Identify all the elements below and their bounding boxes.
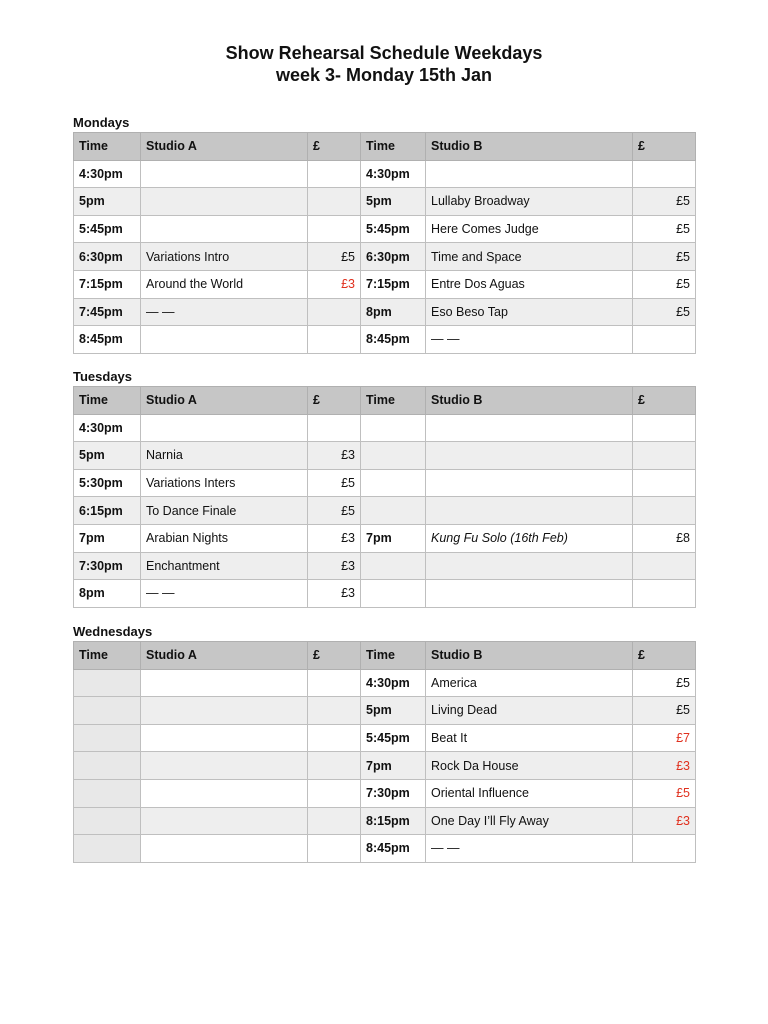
studio-a-time: 4:30pm [74, 414, 141, 442]
studio-b-class: America [426, 669, 633, 697]
studio-b-price: £3 [633, 752, 696, 780]
header-time-a: Time [74, 642, 141, 670]
studio-a-time: 5:45pm [74, 215, 141, 243]
studio-a-time: 5pm [74, 442, 141, 470]
studio-b-time [361, 497, 426, 525]
studio-b-price [633, 552, 696, 580]
table-row [74, 524, 696, 552]
studio-a-class: Variations Inters [141, 469, 308, 497]
table-row [74, 580, 696, 608]
studio-b-price [633, 835, 696, 863]
studio-b-class: Oriental Influence [426, 779, 633, 807]
studio-b-price [633, 160, 696, 188]
studio-b-class [426, 580, 633, 608]
header-price-b: £ [633, 642, 696, 670]
schedule-table-mondays [73, 132, 696, 354]
studio-a-class [141, 414, 308, 442]
studio-b-time: 4:30pm [361, 669, 426, 697]
table-row [74, 442, 696, 470]
table-row [74, 835, 696, 863]
studio-b-class [426, 160, 633, 188]
table-row [74, 697, 696, 725]
studio-a-time: 7:15pm [74, 270, 141, 298]
table-row [74, 752, 696, 780]
studio-b-class: — — [426, 326, 633, 354]
studio-a-price [308, 326, 361, 354]
studio-b-time: 7:30pm [361, 779, 426, 807]
studio-b-price [633, 442, 696, 470]
studio-a-time: 6:15pm [74, 497, 141, 525]
header-time-a: Time [74, 387, 141, 415]
studio-a-price [308, 779, 361, 807]
studio-b-time: 5:45pm [361, 724, 426, 752]
studio-a-time [74, 669, 141, 697]
studio-a-price: £3 [308, 552, 361, 580]
page-title [0, 42, 768, 86]
studio-a-price: £3 [308, 270, 361, 298]
table-header-row [74, 387, 696, 415]
studio-b-class: Here Comes Judge [426, 215, 633, 243]
studio-a-time: 5:30pm [74, 469, 141, 497]
studio-a-price [308, 807, 361, 835]
header-studio-b: Studio B [426, 133, 633, 161]
header-time-b: Time [361, 387, 426, 415]
studio-a-class: Around the World [141, 270, 308, 298]
studio-b-class: Lullaby Broadway [426, 188, 633, 216]
studio-b-class: Kung Fu Solo (16th Feb) [426, 524, 633, 552]
table-header-row [74, 642, 696, 670]
studio-b-time: 4:30pm [361, 160, 426, 188]
studio-a-class [141, 160, 308, 188]
studio-a-price [308, 414, 361, 442]
studio-a-price [308, 752, 361, 780]
studio-b-class: — — [426, 835, 633, 863]
header-price-b: £ [633, 133, 696, 161]
studio-a-time [74, 724, 141, 752]
studio-a-time: 7:30pm [74, 552, 141, 580]
studio-a-class: Variations Intro [141, 243, 308, 271]
studio-b-class: Living Dead [426, 697, 633, 725]
table-row [74, 270, 696, 298]
studio-b-time: 8:45pm [361, 326, 426, 354]
studio-a-class [141, 215, 308, 243]
title-line-2: week 3- Monday 15th Jan [275, 65, 493, 85]
studio-a-class: Enchantment [141, 552, 308, 580]
header-time-b: Time [361, 133, 426, 161]
studio-a-class [141, 669, 308, 697]
studio-b-class [426, 469, 633, 497]
studio-b-class: Rock Da House [426, 752, 633, 780]
studio-a-class [141, 752, 308, 780]
section-label-mondays: Mondays [73, 115, 130, 130]
studio-b-price [633, 580, 696, 608]
table-row [74, 160, 696, 188]
table-row [74, 469, 696, 497]
studio-b-time [361, 414, 426, 442]
studio-b-time: 8pm [361, 298, 426, 326]
header-studio-b: Studio B [426, 642, 633, 670]
table-row [74, 497, 696, 525]
studio-a-time [74, 779, 141, 807]
studio-a-class: Arabian Nights [141, 524, 308, 552]
studio-b-time: 7:15pm [361, 270, 426, 298]
table-row [74, 414, 696, 442]
studio-b-price [633, 414, 696, 442]
table-row [74, 188, 696, 216]
section-label-tuesdays: Tuesdays [73, 369, 133, 384]
studio-a-price [308, 188, 361, 216]
studio-b-price: £5 [633, 779, 696, 807]
studio-a-time: 5pm [74, 188, 141, 216]
studio-b-time: 5pm [361, 188, 426, 216]
studio-a-price [308, 669, 361, 697]
studio-b-price [633, 326, 696, 354]
header-studio-a: Studio A [141, 642, 308, 670]
studio-b-time: 5:45pm [361, 215, 426, 243]
studio-b-class: Time and Space [426, 243, 633, 271]
studio-b-time [361, 442, 426, 470]
studio-a-time: 7pm [74, 524, 141, 552]
studio-a-price: £3 [308, 580, 361, 608]
studio-a-class: — — [141, 298, 308, 326]
studio-a-time [74, 697, 141, 725]
studio-a-time: 8:45pm [74, 326, 141, 354]
studio-a-price [308, 724, 361, 752]
header-price-a: £ [308, 642, 361, 670]
header-price-b: £ [633, 387, 696, 415]
studio-a-class [141, 697, 308, 725]
studio-b-price: £8 [633, 524, 696, 552]
studio-b-price: £5 [633, 188, 696, 216]
studio-b-class: Entre Dos Aguas [426, 270, 633, 298]
header-studio-a: Studio A [141, 133, 308, 161]
schedule-table-tuesdays [73, 386, 696, 608]
studio-a-time [74, 835, 141, 863]
header-studio-a: Studio A [141, 387, 308, 415]
studio-b-price [633, 497, 696, 525]
studio-a-class: To Dance Finale [141, 497, 308, 525]
studio-a-price [308, 835, 361, 863]
studio-b-class: Eso Beso Tap [426, 298, 633, 326]
table-row [74, 552, 696, 580]
studio-a-class [141, 835, 308, 863]
studio-b-time: 7pm [361, 524, 426, 552]
section-label-wednesdays: Wednesdays [73, 624, 153, 639]
studio-b-time: 6:30pm [361, 243, 426, 271]
studio-a-time: 4:30pm [74, 160, 141, 188]
studio-a-class: — — [141, 580, 308, 608]
table-row [74, 326, 696, 354]
studio-b-price: £5 [633, 669, 696, 697]
studio-a-price [308, 697, 361, 725]
studio-a-time: 6:30pm [74, 243, 141, 271]
studio-b-price: £5 [633, 298, 696, 326]
studio-b-price: £5 [633, 243, 696, 271]
studio-a-class [141, 188, 308, 216]
studio-b-price: £5 [633, 215, 696, 243]
studio-a-time [74, 752, 141, 780]
table-row [74, 724, 696, 752]
studio-b-time: 7pm [361, 752, 426, 780]
table-row [74, 215, 696, 243]
studio-b-time: 8:45pm [361, 835, 426, 863]
table-row [74, 298, 696, 326]
studio-a-class [141, 724, 308, 752]
studio-b-class [426, 442, 633, 470]
studio-a-price: £5 [308, 243, 361, 271]
header-price-a: £ [308, 133, 361, 161]
studio-a-price: £3 [308, 442, 361, 470]
studio-a-class [141, 807, 308, 835]
studio-b-class [426, 552, 633, 580]
studio-a-price: £5 [308, 469, 361, 497]
studio-a-price [308, 215, 361, 243]
studio-b-time [361, 552, 426, 580]
title-line-1: Show Rehearsal Schedule Weekdays [225, 43, 543, 63]
studio-a-time: 8pm [74, 580, 141, 608]
studio-a-price: £5 [308, 497, 361, 525]
table-header-row [74, 133, 696, 161]
studio-b-class [426, 497, 633, 525]
studio-b-time [361, 469, 426, 497]
studio-b-class: Beat It [426, 724, 633, 752]
studio-b-class: One Day I’ll Fly Away [426, 807, 633, 835]
studio-a-class: Narnia [141, 442, 308, 470]
studio-a-price: £3 [308, 524, 361, 552]
table-row [74, 807, 696, 835]
schedule-table-wednesdays [73, 641, 696, 863]
studio-a-class [141, 326, 308, 354]
studio-a-price [308, 298, 361, 326]
table-row [74, 779, 696, 807]
studio-b-price: £5 [633, 697, 696, 725]
studio-a-class [141, 779, 308, 807]
header-price-a: £ [308, 387, 361, 415]
studio-b-price: £7 [633, 724, 696, 752]
studio-a-time: 7:45pm [74, 298, 141, 326]
studio-a-time [74, 807, 141, 835]
studio-a-price [308, 160, 361, 188]
header-time-b: Time [361, 642, 426, 670]
studio-b-price: £3 [633, 807, 696, 835]
studio-b-price: £5 [633, 270, 696, 298]
studio-b-class [426, 414, 633, 442]
studio-b-time: 8:15pm [361, 807, 426, 835]
table-row [74, 669, 696, 697]
header-time-a: Time [74, 133, 141, 161]
header-studio-b: Studio B [426, 387, 633, 415]
table-row [74, 243, 696, 271]
studio-b-price [633, 469, 696, 497]
studio-b-time [361, 580, 426, 608]
studio-b-time: 5pm [361, 697, 426, 725]
